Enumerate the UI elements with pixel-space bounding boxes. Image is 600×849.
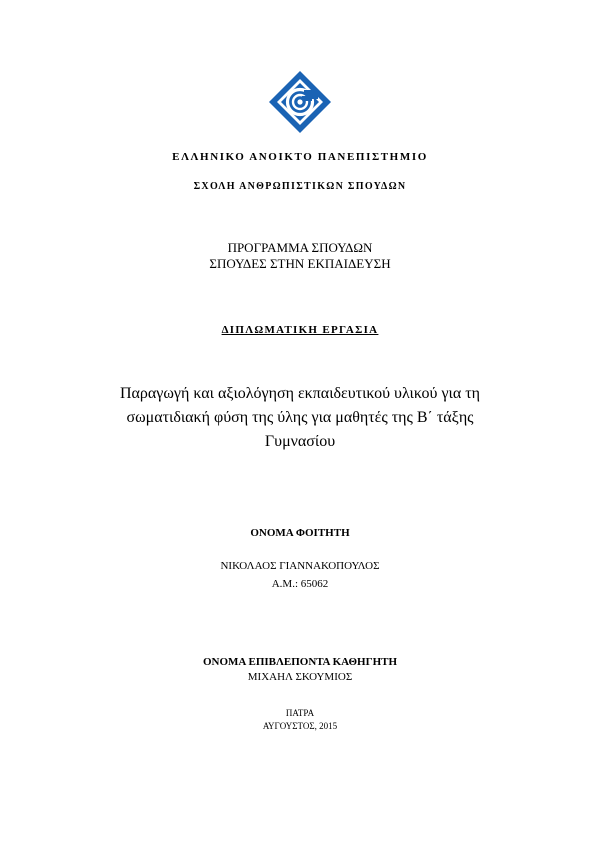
student-label: ΟΝΟΜΑ ΦΟΙΤΗΤΗ [250,527,350,539]
university-name: ΕΛΛΗΝΙΚΟ ΑΝΟΙΚΤΟ ΠΑΝΕΠΙΣΤΗΜΙΟ [172,151,428,163]
student-id: Α.Μ.: 65062 [271,578,329,590]
thesis-title-line: Παραγωγή και αξιολόγηση εκπαιδευτικού υλικού για τη [119,385,481,402]
program-title: ΠΡΟΓΡΑΜΜΑ ΣΠΟΥΔΩΝ [227,240,373,255]
city: ΠΑΤΡΑ [285,708,315,718]
date: ΑΥΓΟΥΣΤΟΣ, 2015 [262,721,338,731]
supervisor-label: ΟΝΟΜΑ ΕΠΙΒΛΕΠΟΝΤΑ ΚΑΘΗΓΗΤΗ [202,656,398,668]
thesis-title-line: σωματιδιακή φύση της ύλης για μαθητές της Β΄ τάξης [126,409,474,426]
university-logo-icon [268,70,332,134]
program-subtitle: ΣΠΟΥΔΕΣ ΣΤΗΝ ΕΚΠΑΙΔΕΥΣΗ [209,256,391,271]
thesis-title [80,382,520,454]
school-name: ΣΧΟΛΗ ΑΝΘΡΩΠΙΣΤΙΚΩΝ ΣΠΟΥΔΩΝ [193,181,407,192]
supervisor-name: ΜΙΧΑΗΛ ΣΚΟΥΜΙΟΣ [247,671,353,683]
thesis-title-line: Γυμνασίου [264,433,336,450]
thesis-type: ΔΙΠΛΩΜΑΤΙΚΗ ΕΡΓΑΣΙΑ [221,324,379,336]
student-name: ΝΙΚΟΛΑΟΣ ΓΙΑΝΝΑΚΟΠΟΥΛΟΣ [220,560,380,572]
